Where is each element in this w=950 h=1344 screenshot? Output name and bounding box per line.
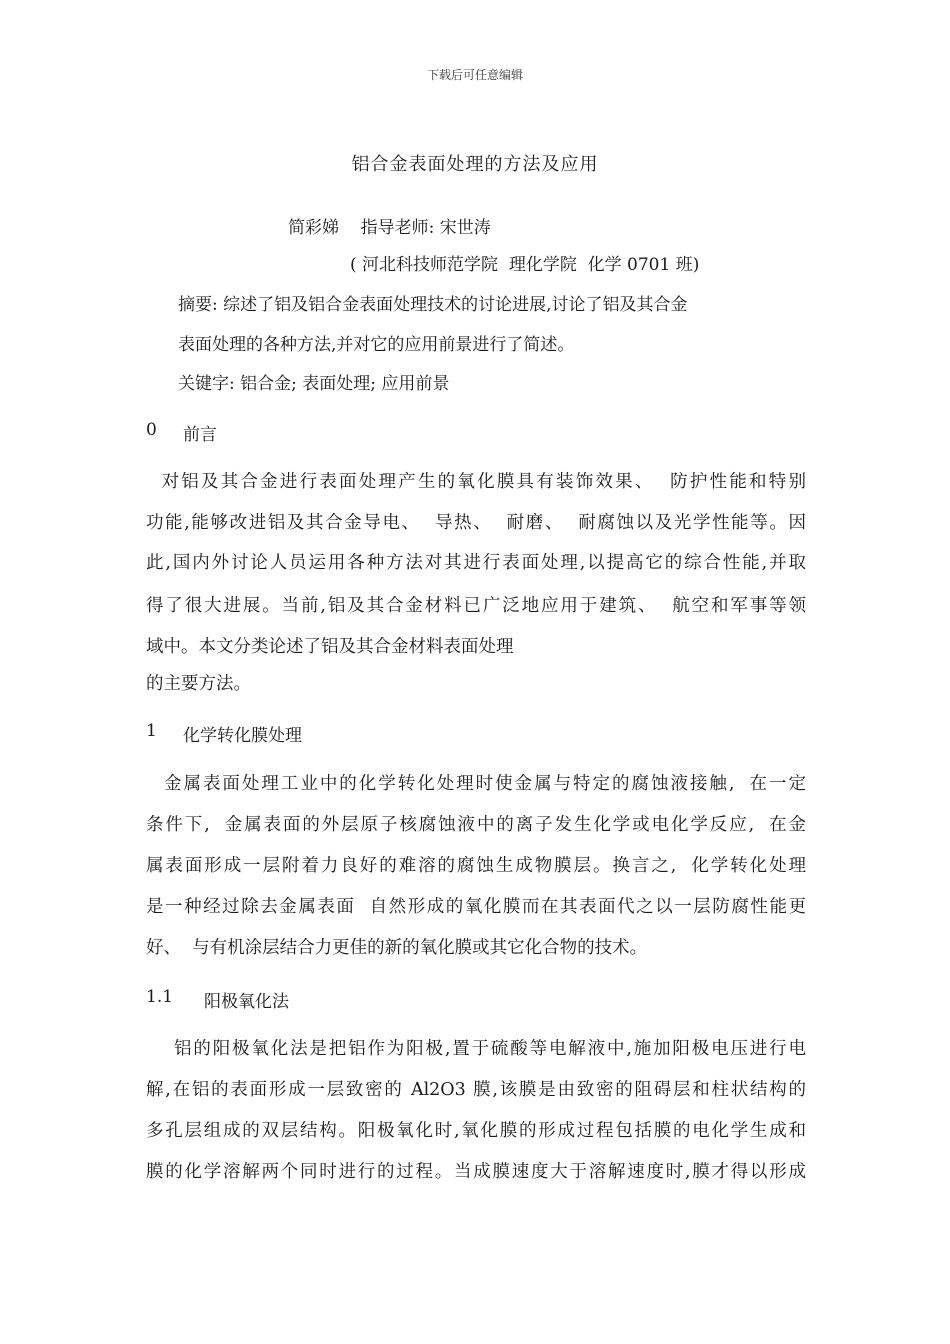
section-1-1-number: 1.1	[146, 987, 174, 1007]
affiliation-line: ( 河北科技师范学院 理化学院 化学 0701 班)	[350, 255, 700, 275]
section-0-line-3: 此,国内外讨论人员运用各种方法对其进行表面处理,以提高它的综合性能,并取	[146, 553, 806, 573]
section-1-1-line-3: 多孔层组成的双层结构。阳极氧化时,氧化膜的形成过程包括膜的电化学生成和	[146, 1121, 806, 1141]
section-1-1-line-4: 膜的化学溶解两个同时进行的过程。当成膜速度大于溶解速度时,膜才得以形成	[146, 1162, 806, 1182]
abstract-line-1: 摘要: 综述了铝及铝合金表面处理技术的讨论进展,讨论了铝及其合金	[178, 295, 688, 315]
document-title: 铝合金表面处理的方法及应用	[351, 154, 599, 175]
section-1-number: 1	[146, 721, 157, 741]
section-0-title: 前言	[183, 425, 217, 445]
section-0-line-5: 域中。本文分类论述了铝及其合金材料表面处理	[146, 637, 514, 657]
section-1-1-line-1: 铝的阳极氧化法是把铝作为阳极,置于硫酸等电解液中,施加阳极电压进行电	[174, 1039, 806, 1059]
section-1-1-title: 阳极氧化法	[204, 992, 289, 1012]
section-0-line-2: 功能,能够改进铝及其合金导电、 导热、 耐磨、 耐腐蚀以及光学性能等。因	[146, 513, 806, 533]
header-note: 下载后可任意编辑	[426, 68, 523, 82]
section-1-title: 化学转化膜处理	[183, 726, 302, 746]
keywords-line: 关键字: 铝合金; 表面处理; 应用前景	[178, 374, 450, 394]
section-1-line-1: 金属表面处理工业中的化学转化处理时使金属与特定的腐蚀液接触, 在一定	[164, 774, 806, 794]
section-0-line-6: 的主要方法。	[146, 674, 251, 694]
section-1-line-4: 是一种经过除去金属表面 自然形成的氧化膜而在其表面代之以一层防腐性能更	[146, 897, 806, 917]
section-1-line-5: 好、 与有机涂层结合力更佳的新的氧化膜或其它化合物的技术。	[146, 938, 648, 958]
section-0-line-1: 对铝及其合金进行表面处理产生的氧化膜具有装饰效果、 防护性能和特别	[146, 472, 806, 492]
abstract-line-2: 表面处理的各种方法,并对它的应用前景进行了简述。	[178, 335, 575, 355]
section-1-1-line-2: 解,在铝的表面形成一层致密的 Al2O3 膜,该膜是由致密的阻碍层和柱状结构的	[146, 1080, 806, 1100]
section-1-line-2: 条件下, 金属表面的外层原子核腐蚀液中的离子发生化学或电化学反应, 在金	[146, 815, 806, 835]
section-0-number: 0	[146, 420, 157, 440]
author-line: 简彩娣 指导老师: 宋世涛	[288, 218, 491, 238]
section-0-line-4: 得了很大进展。当前,铝及其合金材料已广泛地应用于建筑、 航空和军事等领	[146, 596, 806, 616]
section-1-line-3: 属表面形成一层附着力良好的难溶的腐蚀生成物膜层。换言之, 化学转化处理	[146, 856, 806, 876]
